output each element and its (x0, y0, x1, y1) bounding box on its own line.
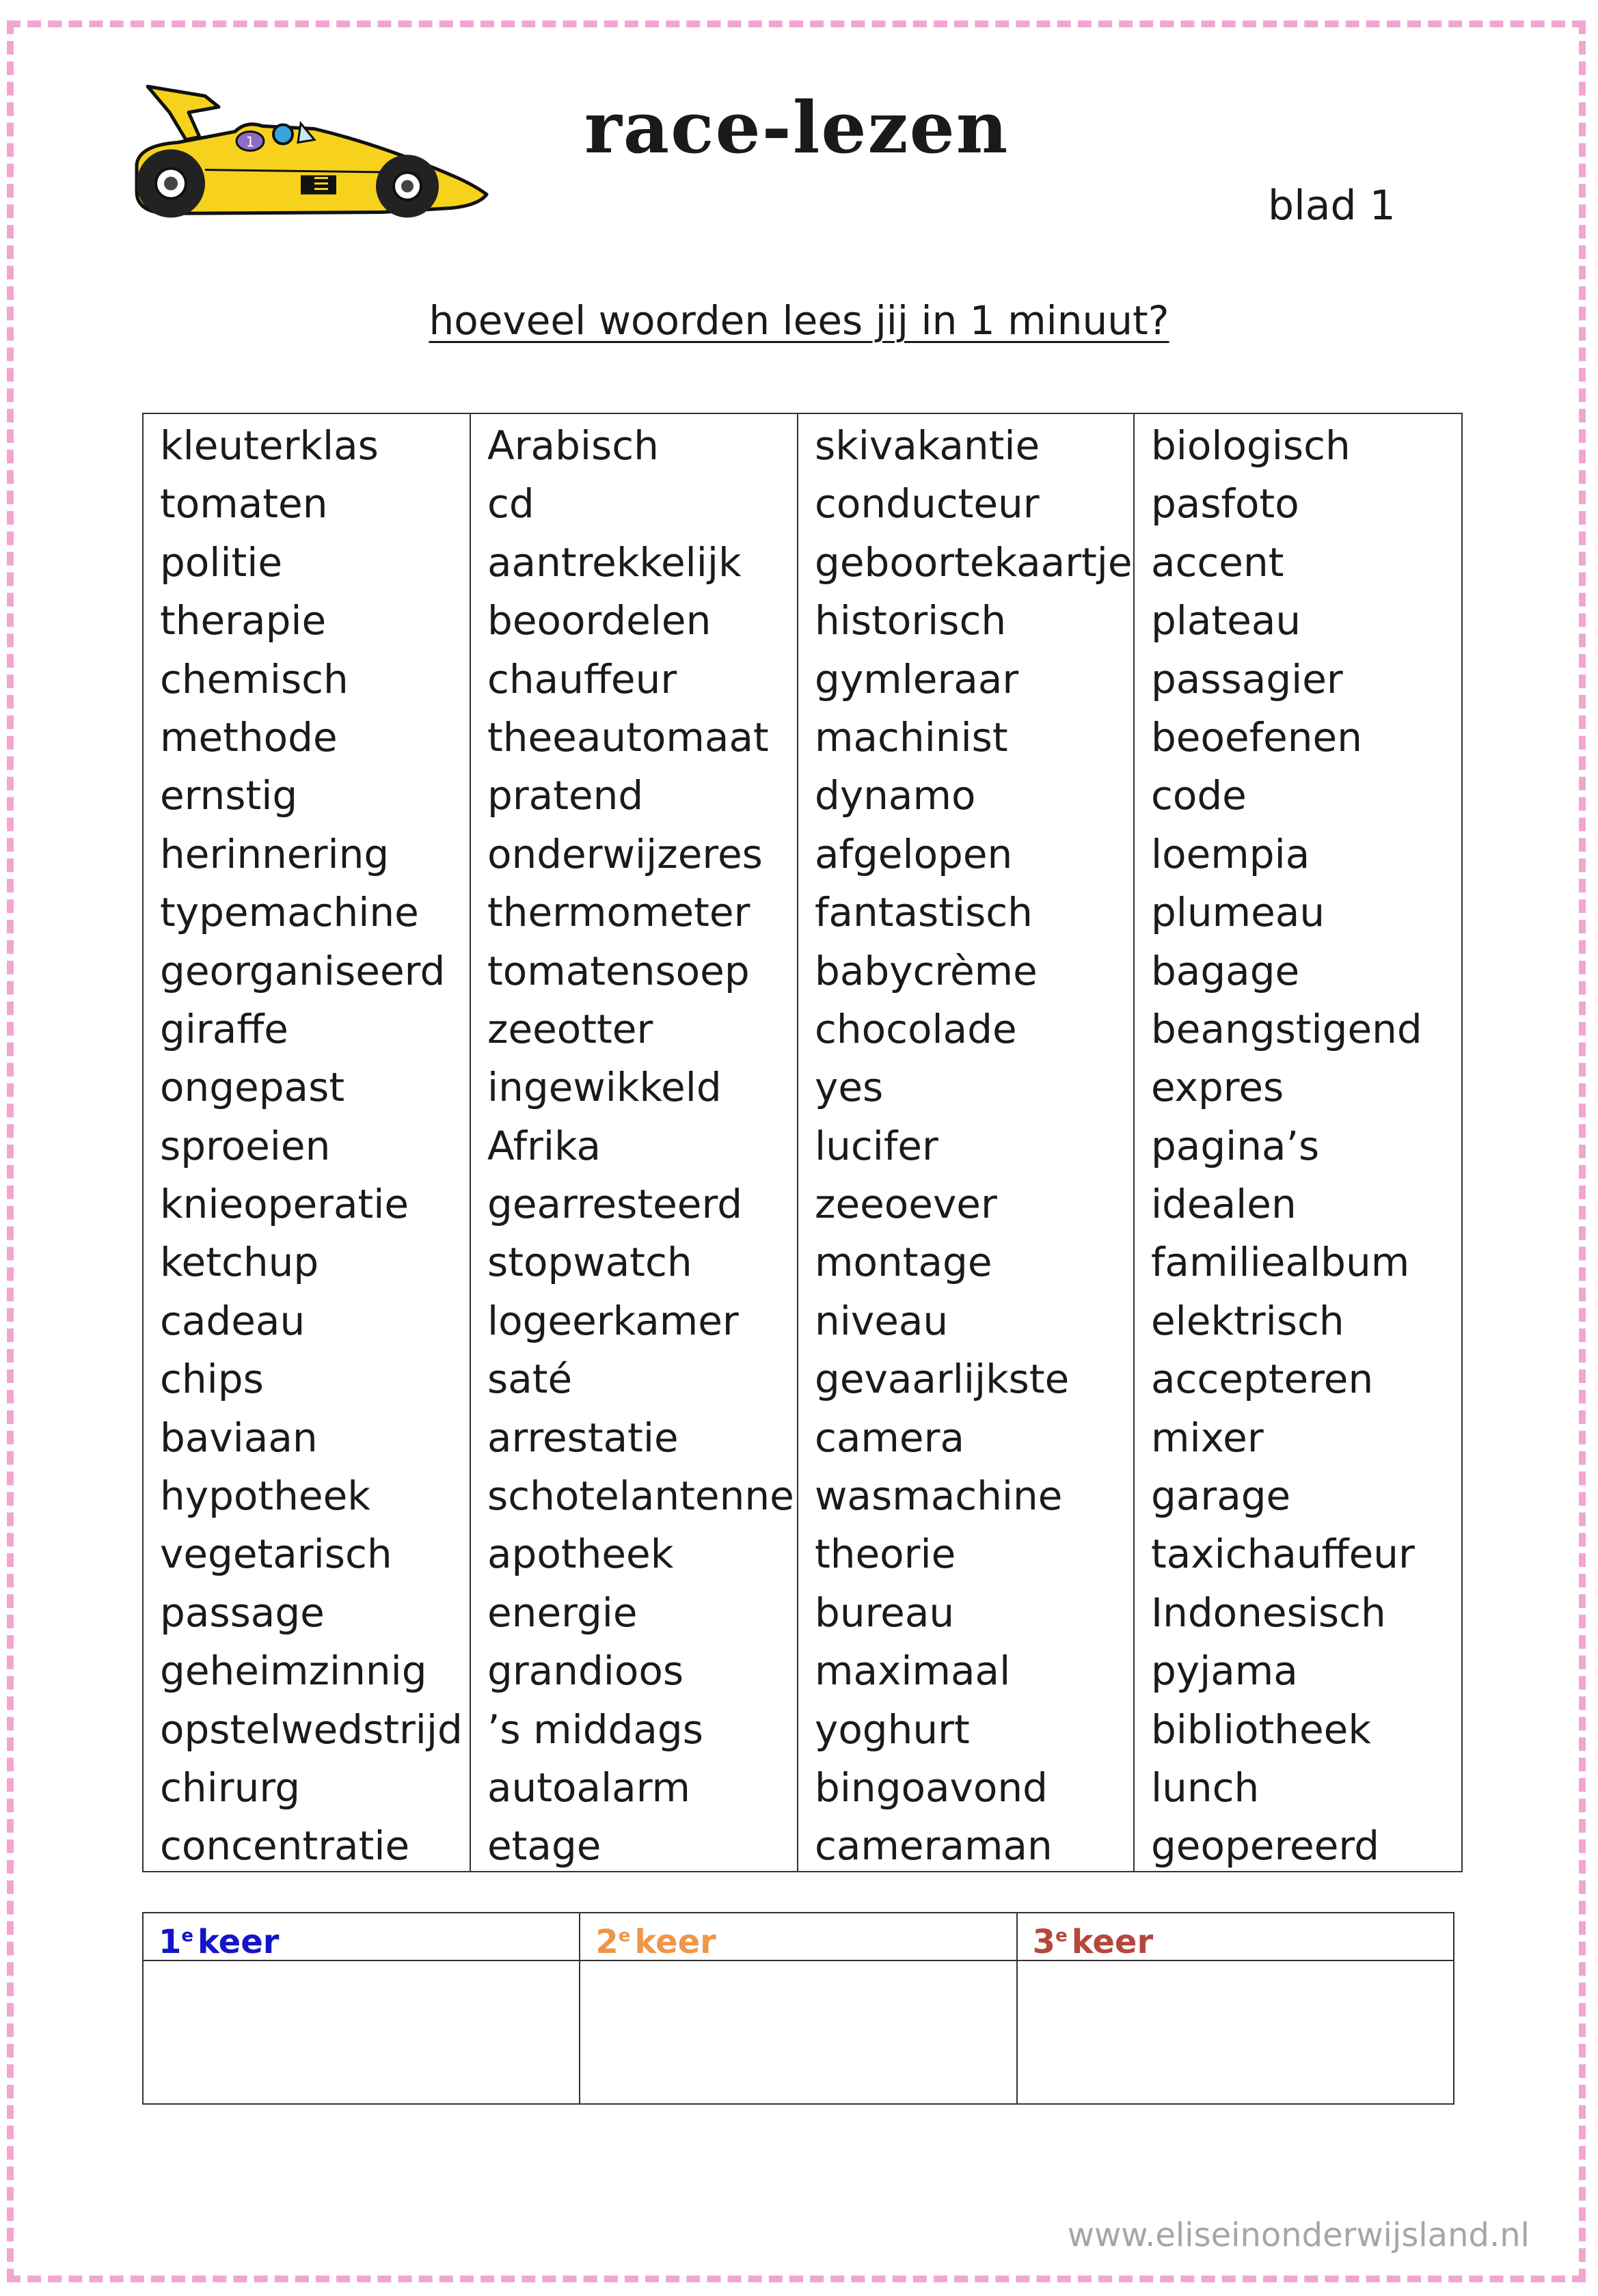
word-item: plateau (1150, 597, 1301, 644)
word-item: babycrème (815, 947, 1038, 994)
score-cell-1[interactable] (144, 1961, 580, 2103)
word-item: herinnering (160, 830, 390, 877)
word-item: tomatensoep (487, 947, 750, 994)
score-header-3 (1018, 1913, 1453, 1960)
word-item: loempia (1150, 830, 1310, 877)
word-item: georganiseerd (160, 947, 446, 994)
attempt-number: 1 (159, 1923, 182, 1961)
word-item: ernstig (160, 772, 298, 819)
car-number: 1 (245, 133, 255, 150)
word-item: plumeau (1150, 889, 1325, 936)
word-item: chips (160, 1356, 264, 1403)
word-item: tomaten (160, 480, 328, 528)
word-item: logeerkamer (487, 1297, 739, 1344)
word-item: pyjama (1150, 1648, 1298, 1695)
word-item: bingoavond (815, 1764, 1048, 1811)
word-item: expres (1150, 1064, 1284, 1111)
word-item: cadeau (160, 1297, 306, 1344)
word-item: idealen (1150, 1181, 1297, 1228)
word-item: afgelopen (815, 830, 1013, 877)
word-item: fantastisch (815, 889, 1033, 936)
word-item: schotelantenne (487, 1473, 794, 1520)
word-item: yoghurt (815, 1706, 970, 1753)
word-item: thermometer (487, 889, 750, 936)
word-item: giraffe (160, 1005, 288, 1052)
word-item: pasfoto (1150, 480, 1299, 528)
word-item: historisch (815, 597, 1007, 644)
word-item: beoordelen (487, 597, 712, 644)
word-item: taxichauffeur (1150, 1531, 1415, 1578)
word-item: conducteur (815, 480, 1040, 528)
word-column-1 (144, 414, 471, 1871)
word-table (142, 413, 1463, 1872)
word-item: onderwijzeres (487, 830, 763, 877)
word-item: familiealbum (1150, 1239, 1410, 1286)
attempt-label: keer (1071, 1923, 1154, 1961)
word-item: pagina’s (1150, 1122, 1320, 1169)
word-item: ketchup (160, 1239, 319, 1286)
word-item: autoalarm (487, 1764, 691, 1811)
word-column-2 (471, 414, 798, 1871)
word-item: biologisch (1150, 422, 1351, 469)
word-item: gearresteerd (487, 1181, 743, 1228)
word-item: gevaarlijkste (815, 1356, 1070, 1403)
race-car-illustration (109, 82, 506, 236)
word-item: Afrika (487, 1122, 601, 1169)
word-item: chauffeur (487, 655, 677, 702)
word-item: stopwatch (487, 1239, 692, 1286)
footer-url[interactable]: www.eliseinonderwijsland.nl (1067, 2216, 1530, 2254)
attempt-number: 2 (595, 1923, 619, 1961)
word-item: niveau (815, 1297, 949, 1344)
score-header-2 (580, 1913, 1017, 1960)
word-item: montage (815, 1239, 992, 1286)
sheet-number: blad 1 (1268, 182, 1396, 230)
word-item: ’s middags (487, 1706, 703, 1753)
word-item: hypotheek (160, 1473, 370, 1520)
word-item: mixer (1150, 1414, 1264, 1461)
word-item: sproeien (160, 1122, 331, 1169)
word-item: energie (487, 1589, 638, 1636)
word-item: elektrisch (1150, 1297, 1344, 1344)
word-item: chirurg (160, 1764, 301, 1811)
word-item: bibliotheek (1150, 1706, 1371, 1753)
word-column-3 (798, 414, 1135, 1871)
word-item: cd (487, 480, 534, 528)
word-item: Indonesisch (1150, 1589, 1386, 1636)
word-item: accepteren (1150, 1356, 1374, 1403)
word-item: methode (160, 713, 338, 761)
word-item: arrestatie (487, 1414, 679, 1461)
word-item: etage (487, 1822, 601, 1870)
attempt-ordinal: e (618, 1926, 631, 1946)
attempt-ordinal: e (1055, 1926, 1068, 1946)
word-item: machinist (815, 713, 1008, 761)
word-item: politie (160, 538, 283, 586)
word-item: vegetarisch (160, 1531, 392, 1578)
score-entry-row (144, 1961, 1453, 2103)
word-item: gymleraar (815, 655, 1019, 702)
word-item: kleuterklas (160, 422, 379, 469)
word-item: therapie (160, 597, 327, 644)
word-item: skivakantie (815, 422, 1040, 469)
word-item: maximaal (815, 1648, 1011, 1695)
word-item: beangstigend (1150, 1005, 1422, 1052)
word-item: beoefenen (1150, 713, 1362, 761)
word-item: zeeoever (815, 1181, 997, 1228)
word-item: bureau (815, 1589, 955, 1636)
word-item: geopereerd (1150, 1822, 1380, 1870)
score-header-row (144, 1913, 1453, 1961)
word-item: wasmachine (815, 1473, 1063, 1520)
word-item: ingewikkeld (487, 1064, 722, 1111)
word-column-4 (1135, 414, 1461, 1871)
word-item: bagage (1150, 947, 1300, 994)
word-item: zeeotter (487, 1005, 653, 1052)
word-item: yes (815, 1064, 884, 1111)
word-item: pratend (487, 772, 644, 819)
score-header-1 (144, 1913, 580, 1960)
word-item: lucifer (815, 1122, 938, 1169)
word-item: typemachine (160, 889, 419, 936)
score-cell-3[interactable] (1018, 1961, 1453, 2103)
attempt-label: keer (198, 1923, 280, 1961)
word-item: aantrekkelijk (487, 538, 742, 586)
word-item: lunch (1150, 1764, 1260, 1811)
word-item: chemisch (160, 655, 349, 702)
word-item: grandioos (487, 1648, 684, 1695)
word-item: Arabisch (487, 422, 659, 469)
attempt-number: 3 (1032, 1923, 1056, 1961)
word-item: passage (160, 1589, 325, 1636)
instruction (0, 297, 1598, 344)
word-item: apotheek (487, 1531, 674, 1578)
word-item: garage (1150, 1473, 1291, 1520)
word-item: ongepast (160, 1064, 345, 1111)
instruction-text: hoeveel woorden lees jij in 1 minuut? (429, 297, 1169, 344)
word-item: baviaan (160, 1414, 318, 1461)
attempt-label: keer (634, 1923, 716, 1961)
word-item: theorie (815, 1531, 956, 1578)
word-item: cameraman (815, 1822, 1053, 1870)
page-title: race-lezen (584, 85, 1010, 169)
word-item: passagier (1150, 655, 1343, 702)
word-item: chocolade (815, 1005, 1017, 1052)
attempt-ordinal: e (181, 1926, 194, 1946)
word-item: opstelwedstrijd (160, 1706, 463, 1753)
word-item: geheimzinnig (160, 1648, 427, 1695)
score-table (142, 1912, 1454, 2105)
word-item: concentratie (160, 1822, 410, 1870)
word-item: saté (487, 1356, 573, 1403)
word-item: code (1150, 772, 1247, 819)
word-item: knieoperatie (160, 1181, 409, 1228)
word-item: geboortekaartje (815, 538, 1133, 586)
word-item: theeautomaat (487, 713, 769, 761)
word-item: accent (1150, 538, 1284, 586)
score-cell-2[interactable] (580, 1961, 1017, 2103)
word-item: camera (815, 1414, 965, 1461)
word-item: dynamo (815, 772, 976, 819)
